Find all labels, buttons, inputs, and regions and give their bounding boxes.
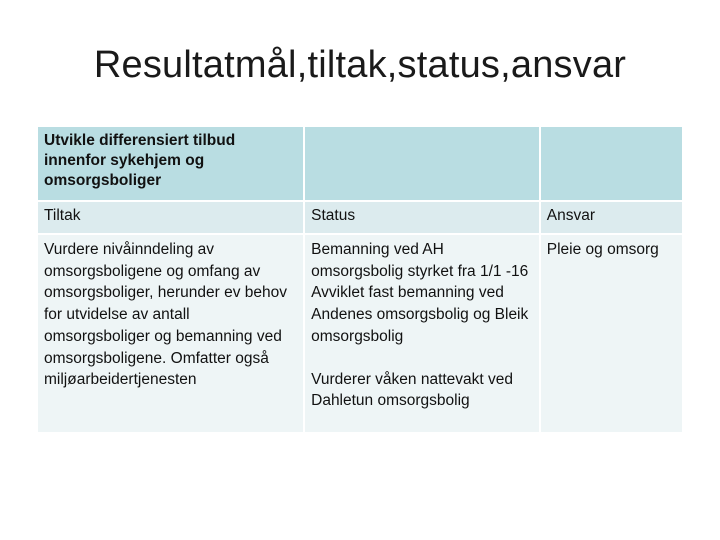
ansvar-cell: Pleie og omsorg [540, 234, 683, 433]
goal-text: Utvikle differensiert tilbud innenfor sykehjem og omsorgsboliger [44, 132, 236, 189]
status-text-3: Vurderer våken nattevakt ved Dahletun omsorgsbolig [311, 370, 514, 410]
column-header-tiltak: Tiltak [37, 201, 304, 234]
status-cell [304, 234, 540, 433]
slide-title: Resultatmål,tiltak,status,ansvar [93, 44, 627, 86]
status-text-1: Bemanning ved AH omsorgsbolig styrket fra 1/1 -16 [311, 241, 529, 280]
table-header-row [37, 126, 683, 201]
column-header-ansvar: Ansvar [540, 201, 683, 234]
table-row [37, 234, 683, 433]
header-empty-cell [304, 126, 540, 201]
tiltak-cell: Vurdere nivåinndeling av omsorgsboligene og omfang av omsorgsboliger, herunder ev behov for utvidelse av antall omsorgsboliger og bemanning ved omsorgsboligene. Omfatter også miljøarbeidertjenesten [37, 234, 304, 433]
status-text-2: Avviklet fast bemanning ved Andenes omsorgsbolig og Bleik omsorgsbolig [311, 284, 529, 345]
status-table [36, 125, 684, 434]
goal-cell [37, 126, 304, 201]
column-header-row [37, 201, 683, 234]
column-header-status: Status [304, 201, 540, 234]
header-empty-cell [540, 126, 683, 201]
